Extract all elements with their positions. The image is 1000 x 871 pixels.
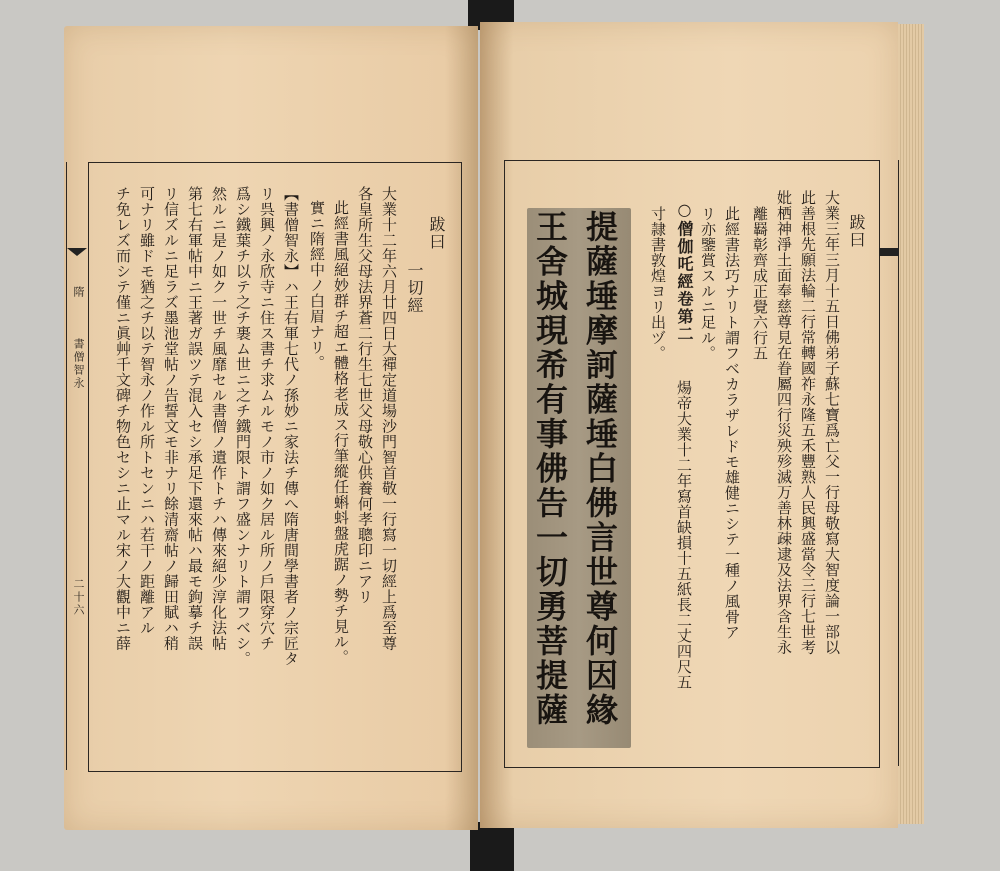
margin-title: 隋 [72, 286, 85, 300]
page-number: 二十六 [72, 578, 85, 617]
right-column-4: 離羇彰齊成正覺六行五 [751, 206, 769, 361]
left-column-7: リ呉興ノ永欣寺ニ住ス書チ求ムルモノ市ノ如ク居ル所ノ戶限穿穴チ [258, 186, 276, 651]
rubbing-column-1: 提薩埵摩訶薩埵白佛言世尊何因緣 [581, 210, 619, 728]
left-fishtail-mark [67, 248, 87, 256]
right-column-5: 此經書法巧ナリト謂フベカラザレドモ雄健ニシテ一種ノ風骨ア [723, 206, 741, 640]
right-column-7: ○僧伽吒經卷第二 [675, 200, 694, 343]
left-column-6: 【書僧智永】ハ王右軍七代ノ孫妙ニ家法チ傳へ隋唐間學書者ノ宗匠タ [282, 186, 300, 667]
right-column-9: 寸隷書敦煌ヨリ出ヅ。 [649, 206, 667, 361]
right-column-2: 此善根先願法輪二行常轉國祚永隆五禾豐熟人民興盛當令三行七世考 [799, 190, 817, 655]
right-column-8: 煬帝大業十二年寫首缺損十五紙長二丈四尺五 [675, 380, 693, 690]
left-heading: 跋曰 [427, 216, 446, 251]
left-column-2: 大業十二年六月廿四日大禪定道場沙門智首敬一行寫一切經上爲至尊 [380, 186, 398, 651]
left-column-10: 第七右軍帖中ニ王著ガ誤ツテ混入セシ承足下還來帖ハ最モ鉤摹チ誤 [186, 186, 204, 651]
left-column-12: 可ナリ雖ドモ猶之チ以テ智永ノ作ル所トセンニハ若干ノ距離アル [138, 186, 156, 636]
left-column-1: 一切經 [405, 262, 424, 315]
margin-subtitle: 書僧智永 [72, 338, 85, 390]
left-column-9: 然ルニ是ノ如ク一世チ風靡セル書僧ノ遺作トチハ傳來絕少淳化法帖 [210, 186, 228, 651]
left-column-5: 實ニ隋經中ノ白眉ナリ。 [308, 200, 326, 371]
left-column-3: 各皇所生父母法界蒼二行生七世父母敬心供養何孝聰印ニアリ [356, 186, 374, 605]
right-heading: 跋曰 [847, 214, 866, 249]
right-column-3: 妣栖神淨土面奉慈尊見在眷屬四行災殃殄滅万善林疎逮及法界含生永 [775, 190, 793, 655]
left-column-8: 爲シ鐵葉チ以テ之チ裹ム世ニ之チ鐵門限ト謂フ盛ンナリト謂フベシ。 [234, 186, 252, 667]
rubbing-column-2: 王舍城現希有事佛告一切勇菩提薩 [531, 210, 569, 728]
left-column-11: リ信ズルニ足ラズ墨池堂帖ノ告誓文モ非ナリ餘清齋帖ノ歸田賦ハ稍 [162, 186, 180, 651]
left-column-13: チ免レズ而シテ僅ニ眞艸千文碑チ物色セシニ止マル宋ノ大觀中ニ薛 [114, 186, 132, 651]
right-column-6: リ亦鑒賞スルニ足ル。 [699, 206, 717, 361]
right-column-1: 大業三年三月十五日佛弟子蘇七寶爲亡父一行母敬寫大智度論一部以 [823, 190, 841, 655]
right-fishtail-mark [879, 248, 899, 256]
left-column-4: 此經書風絕妙群チ超エ體格老成ス行筆縱任蝌蚪盤虎踞ノ勢チ見ル。 [332, 200, 350, 665]
page-edges [898, 24, 924, 824]
